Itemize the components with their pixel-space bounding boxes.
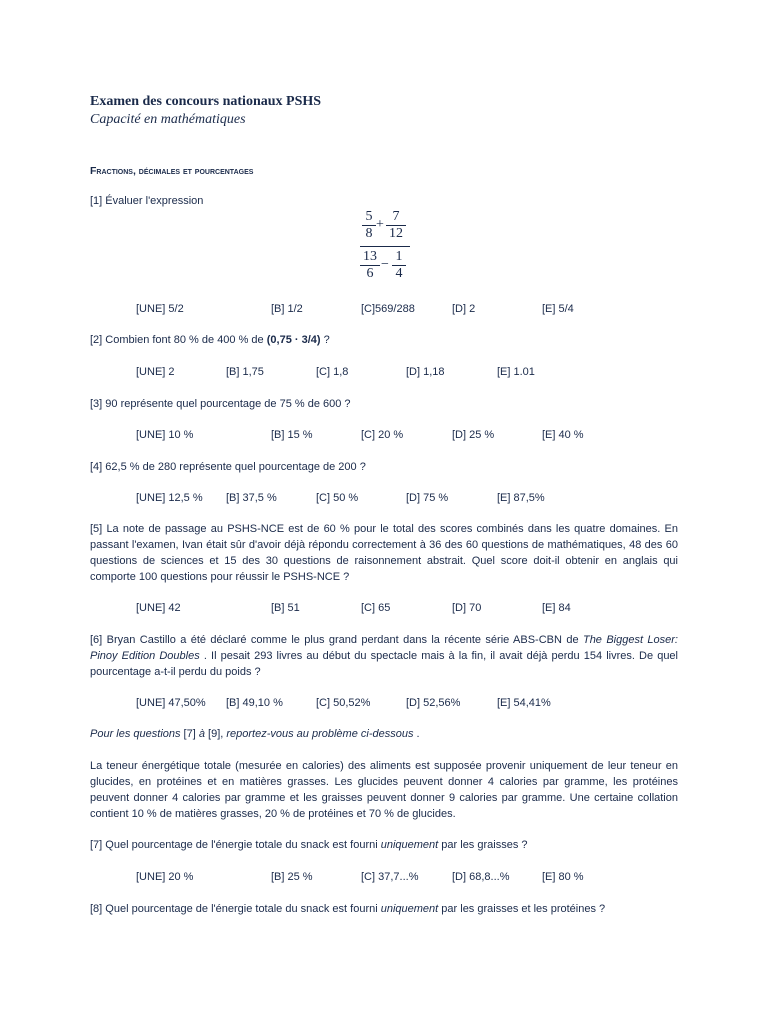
fraction-7-12 [386,210,406,241]
answer-option: [B] 37,5 % [226,492,277,504]
question-text-end: par les graisses et les protéines ? [438,903,606,915]
minus-operator: − [381,257,389,272]
question-text-end: par les graisses ? [438,839,528,851]
answer-option: [E] 80 % [542,871,584,883]
page-title: Examen des concours nationaux PSHS [90,94,322,109]
instruction-ref: [7] [180,728,199,740]
section-heading: Fractions, décimales et pourcentages [90,165,254,177]
question-bold-expression: (0,75 · 3/4) [266,334,321,346]
question-3: [3] 90 représente quel pourcentage de 75 % de 600 ? [90,398,351,410]
answer-option: [C] 50 % [316,492,359,504]
emphasis: uniquement [380,839,439,851]
answer-option: [D] 52,56% [406,697,461,709]
question-text-end: ? [320,334,330,346]
q2-answers [0,364,768,380]
fraction-numerator: 7 [392,209,400,224]
answer-option: [E] 5/4 [542,303,574,315]
fraction-1-4 [392,250,406,281]
fraction-numerator: 13 [363,249,377,264]
main-fraction-bar [360,246,410,247]
question-text: [6] Bryan Castillo a été déclaré comme le plus grand perdant dans la récente série ABS-CBN de [90,634,583,646]
q4-answers [0,490,768,506]
answer-option: [D] 70 [452,602,482,614]
fraction-numerator: 1 [395,249,403,264]
page-subtitle: Capacité en mathématiques [90,112,246,127]
question-2 [90,332,678,348]
question-1: [1] Évaluer l'expression [90,195,204,207]
answer-option: [C] 1,8 [316,366,349,378]
instruction-text: à [198,728,205,740]
problem-statement: La teneur énergétique totale (mesurée en calories) des aliments est supposée provenir uniquement de leur teneur en glucides, en protéines et en matières grasses. Les glucides peuvent donner 4 calories par gramme, les protéines peuvent donner 4 calories par gramme et les graisses peuvent donner 9 calories par gramme. Une certaine collation contient 10 % de matières grasses, 20 % de protéines et 70 % de glucides. [90,760,678,820]
answer-option: [UNE] 12,5 % [136,492,203,504]
answer-option: [C] 50,52% [316,697,371,709]
answer-option: [D] 2 [452,303,476,315]
question-text: [7] Quel pourcentage de l'énergie totale du snack est fourni [90,839,381,851]
q1-expression [356,206,412,286]
fraction-denominator: 4 [395,266,403,281]
question-text-end: . Il pesait 293 livres au début du spectacle mais à la fin, il avait déjà perdu 154 livres. De quel pourcentage a-t-il perdu du poids ? [90,650,678,678]
instruction-line [90,726,678,742]
answer-option: [D] 75 % [406,492,449,504]
answer-option: [B] 49,10 % [226,697,283,709]
answer-option: [B] 51 [271,602,300,614]
answer-option: [UNE] 20 % [136,871,194,883]
fraction-denominator: 6 [366,266,374,281]
answer-option: [UNE] 47,50% [136,697,206,709]
answer-option: [B] 1,75 [226,366,264,378]
question-text: [8] Quel pourcentage de l'énergie totale du snack est fourni [90,903,381,915]
answer-option: [B] 15 % [271,429,313,441]
instruction-ref: [9], [204,728,227,740]
show-title: The Biggest Loser: Pinoy Edition Doubles [90,634,678,662]
answer-option: [C] 37,7...% [361,871,419,883]
question-text: [2] Combien font 80 % de 400 % de [90,334,267,346]
question-6 [90,632,678,680]
fraction-denominator: 12 [389,226,403,241]
plus-operator: + [376,217,384,232]
answer-option: [UNE] 10 % [136,429,194,441]
answer-option: [E] 84 [542,602,571,614]
question-4: [4] 62,5 % de 280 représente quel pourcentage de 200 ? [90,461,366,473]
instruction-text: Pour les questions [90,728,181,740]
answer-option: [UNE] 2 [136,366,175,378]
q7-answers [0,869,768,885]
q3-answers [0,427,768,443]
answer-option: [C] 65 [361,602,391,614]
answer-option: [D] 25 % [452,429,495,441]
q5-answers [0,600,768,616]
answer-option: [B] 1/2 [271,303,303,315]
answer-option: [C]569/288 [361,303,415,315]
answer-option: [UNE] 42 [136,602,181,614]
answer-option: [D] 68,8...% [452,871,510,883]
answer-option: [UNE] 5/2 [136,303,184,315]
fraction-13-6 [360,250,380,281]
answer-option: [E] 54,41% [497,697,551,709]
instruction-end: . [413,728,420,740]
question-5: [5] La note de passage au PSHS-NCE est de 60 % pour le total des scores combinés dans les quatre domaines. En passant l'examen, Ivan était sûr d'avoir déjà répondu correctement à 36 des 60 questions de mathématiques, 48 des 60 questions de sciences et 15 des 30 questions de raisonnement abstrait. Quel score doit-il obtenir en anglais qui comporte 100 questions pour réussir le PSHS-NCE ? [90,523,678,583]
emphasis: uniquement [380,903,439,915]
answer-option: [D] 1,18 [406,366,445,378]
question-7 [90,837,678,853]
fraction-5-8 [362,210,376,241]
answer-option: [E] 40 % [542,429,584,441]
q1-answers [0,301,768,317]
answer-option: [B] 25 % [271,871,313,883]
fraction-denominator: 8 [365,226,373,241]
answer-option: [C] 20 % [361,429,404,441]
instruction-text: reportez-vous au problème ci-dessous [226,728,414,740]
answer-option: [E] 1.01 [497,366,535,378]
q6-answers [0,695,768,711]
answer-option: [E] 87,5% [497,492,545,504]
fraction-numerator: 5 [365,209,373,224]
question-8 [90,901,678,917]
